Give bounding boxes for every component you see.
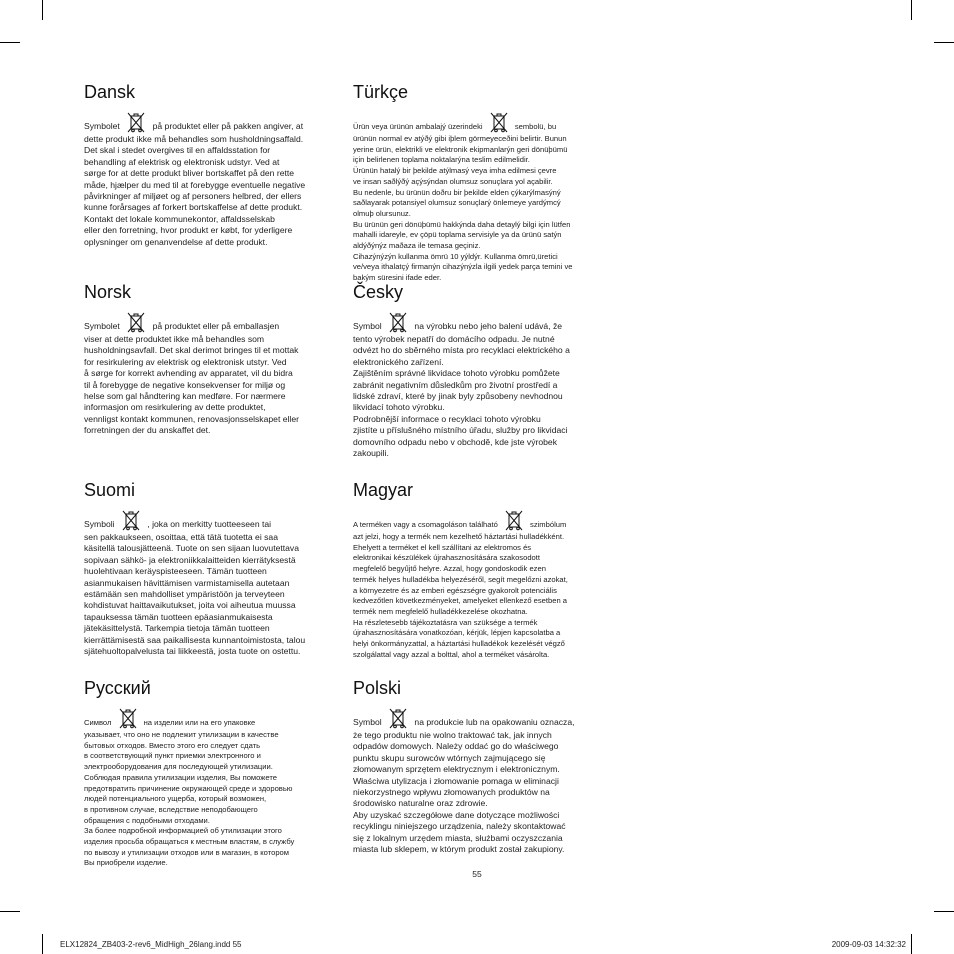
- text-line: için belirlenen toplama noktalarýna teslim edilmelidir.: [353, 155, 530, 165]
- text-line: ve/veya ithalatçý firmanýn cihazýnýzla ilgili yedek parça temini ve: [353, 262, 573, 272]
- crop-mark: [934, 42, 954, 43]
- crop-mark: [934, 911, 954, 912]
- text-line: behandling af elektrisk og elektronisk udstyr. Ved at: [84, 156, 280, 167]
- text-line: helse som gal håndtering kan medføre. For nærmere: [84, 391, 286, 402]
- text-line: estämään sen mahdolliset ympäristöön ja terveyteen: [84, 589, 285, 600]
- text-line: Właściwa utylizacja i złomowanie pomaga w eliminacji: [353, 775, 559, 786]
- text-line: zjistíte u příslušného místního úřadu, služby pro likvidaci: [353, 425, 568, 436]
- text-line: kohdistuvat haittavaikutukset, joita voi aiheutua muussa: [84, 600, 296, 611]
- crop-mark: [42, 934, 43, 954]
- text-fragment: Symbol: [353, 717, 385, 727]
- text-line: бытовых отходов. Вместо этого его следует сдать: [84, 740, 261, 750]
- section-body: [84, 706, 334, 869]
- section-turkce: [353, 82, 603, 284]
- text-line: Ha részletesebb tájékoztatásra van szüksége a termék: [353, 617, 538, 627]
- text-fragment: sembolü, bu: [512, 122, 557, 131]
- text-line: kunne forårsages af forkert bortskaffelse af dette produkt.: [84, 202, 303, 213]
- text-line: że tego produktu nie wolno traktować tak, jak innych: [353, 730, 552, 740]
- text-line: huolehtivaan keräyspisteeseen. Tämän tuotteen: [84, 566, 267, 577]
- text-line: domovního odpadu nebo v obchodě, kde jste výrobek: [353, 436, 558, 447]
- text-line: sen pakkaukseen, osoittaa, että tätä tuotetta ei saa: [84, 532, 278, 542]
- text-line: saðlayarak potansiyel olumsuz sonuçlarý önlemeye yardýmcý: [353, 198, 561, 208]
- crop-mark: [0, 42, 20, 43]
- text-fragment: på produktet eller på emballasjen: [150, 321, 280, 331]
- text-line: husholdningsavfall. Det skal derimot bringes til et mottak: [84, 345, 299, 356]
- text-line: forretningen der du anskaffet det.: [84, 425, 211, 436]
- text-fragment: na produkcie lub na opakowaniu oznacza,: [412, 717, 575, 727]
- page-number: 55: [472, 869, 482, 879]
- section-russian: [84, 678, 334, 869]
- text-line: dette produkt ikke må behandles som husholdningsaffald.: [84, 134, 304, 144]
- weee-bin-icon: [388, 310, 408, 334]
- text-line: się z lokalnym urzędem miasta, służbami oczyszczania: [353, 832, 563, 843]
- text-line: likvidací tohoto výrobku.: [353, 402, 445, 413]
- text-line: tapauksessa tämän tuotteen epäasianmukaisesta: [84, 611, 273, 622]
- text-fragment: Ürün veya ürünün ambalajý üzerindeki: [353, 122, 485, 131]
- section-body: [353, 310, 603, 459]
- text-fragment: , joka on merkitty tuotteeseen tai: [144, 519, 272, 529]
- text-line: miasta lub sklepem, w którym produkt został zakupiony.: [353, 844, 565, 855]
- text-line: Соблюдая правила утилизации изделия, Вы поможете: [84, 772, 277, 782]
- text-line: käsitellä talousjätteenä. Tuote on sen sijaan luovutettava: [84, 543, 299, 554]
- section-norsk: [84, 282, 334, 437]
- section-body: [84, 110, 334, 248]
- text-line: viser at dette produktet ikke må behandles som: [84, 334, 265, 344]
- text-line: å sørge for korrekt avhending av apparatet, vil du bidra: [84, 368, 293, 379]
- crop-mark: [911, 934, 912, 954]
- text-line: [353, 706, 603, 730]
- text-fragment: Символ: [84, 718, 114, 727]
- text-line: megfelelő begyűjtő helyre. Azzal, hogy gondoskodik ezen: [353, 564, 546, 574]
- crop-mark: [42, 0, 43, 20]
- weee-bin-icon: [126, 310, 146, 334]
- text-line: kedvezőtlen következményeket, amelyeket ellenkező esetben a: [353, 596, 568, 606]
- text-line: по вывозу и утилизации отходов или в магазин, в котором: [84, 847, 289, 857]
- text-line: [84, 310, 334, 334]
- text-line: termék nem megfelelő hulladékkezelése okozhatna.: [353, 606, 528, 616]
- section-title: Polski: [353, 678, 402, 698]
- section-title: Magyar: [353, 480, 414, 500]
- crop-mark: [0, 911, 20, 912]
- text-line: złomowanym sprzętem elektrycznym i elektronicznym.: [353, 764, 560, 775]
- text-line: olmuþ olursunuz.: [353, 208, 411, 218]
- text-line: ürünün normal ev atýðý gibi iþlem görmeyeceðini belirtir. Bunun: [353, 134, 567, 143]
- text-line: [353, 310, 603, 334]
- text-line: ve insan saðlýðý açýsýndan olumsuz sonuçlara yol açabilir.: [353, 176, 553, 186]
- text-line: Bu nedenle, bu ürünün doðru bir þekilde elden çýkarýlmasýný: [353, 187, 561, 197]
- text-line: Podrobnější informace o recyklaci tohoto výrobku: [353, 413, 541, 424]
- text-line: tento výrobek nepatří do domácího odpadu. Je nutné: [353, 334, 555, 344]
- crop-mark: [911, 0, 912, 20]
- section-body: [353, 706, 603, 855]
- section-dansk: [84, 82, 334, 248]
- section-title: Suomi: [84, 480, 136, 500]
- section-title: Norsk: [84, 282, 132, 302]
- text-line: Aby uzyskać szczegółowe dane dotyczące możliwości: [353, 809, 560, 820]
- text-fragment: на изделии или на его упаковке: [141, 718, 256, 727]
- section-title: Dansk: [84, 82, 136, 102]
- text-fragment: på produktet eller på pakken angiver, at: [150, 121, 304, 131]
- text-line: aldýðýnýz maðaza ile temasa geçiniz.: [353, 241, 481, 251]
- text-line: for resirkulering av elektrisk og elektronisk utstyr. Ved: [84, 356, 287, 367]
- text-line: zabránit negativním důsledkům pro životní prostředí a: [353, 379, 558, 390]
- text-line: Вы приобрели изделие.: [84, 858, 168, 868]
- text-line: sjätehuoltopalvelusta tai liikkeestä, josta tuote on ostettu.: [84, 646, 301, 657]
- weee-bin-icon: [489, 110, 509, 134]
- section-polski: [353, 678, 603, 855]
- section-body: [84, 508, 334, 657]
- text-fragment: Symbol: [353, 321, 385, 331]
- text-line: szolgálattal vagy azzal a bolttal, ahol a terméket vásárolta.: [353, 649, 550, 659]
- text-line: За более подробной информацией об утилизации этого: [84, 826, 282, 836]
- text-line: a környezetre és az emberi egészségre gyakorolt potenciális: [353, 585, 557, 595]
- text-line: til å forebygge de negative konsekvenser for miljø og: [84, 379, 286, 390]
- text-line: [353, 110, 603, 134]
- footer-timestamp: 2009-09-03 14:32:32: [831, 940, 906, 949]
- text-line: lidské zdraví, které by jinak byly způsobeny nevhodnou: [353, 391, 563, 402]
- text-line: kierrättämisestä saa paikallisesta kunnantoimistosta, talou: [84, 634, 306, 645]
- text-line: środowisko naturalne oraz zdrowie.: [353, 798, 488, 809]
- text-line: eller den forretning, hvor produkt er købt, for yderligere: [84, 225, 293, 236]
- text-line: Ürünün hatalý bir þekilde atýlmasý veya imha edilmesi çevre: [353, 166, 557, 176]
- text-line: recyklingu niniejszego urządzenia, należy skontaktować: [353, 821, 566, 832]
- text-line: helyi önkormányzattal, a háztartási hulladékok kezelését végző: [353, 639, 565, 649]
- text-line: újrahasznosítására vonatkozóan, kérjük, lépjen kapcsolatba a: [353, 628, 561, 638]
- text-line: jätekäsittelystä. Tarkempia tietoja tämän tuotteen: [84, 623, 270, 634]
- text-line: odpadów domowych. Należy oddać go do właściwego: [353, 741, 559, 752]
- text-line: в соответствующий пункт приемки электронного и: [84, 751, 261, 761]
- section-suomi: [84, 480, 334, 657]
- text-line: elektronického zařízení.: [353, 356, 444, 367]
- weee-bin-icon: [126, 110, 146, 134]
- text-line: людей потенциального ущерба, который возможен,: [84, 794, 267, 804]
- text-line: [353, 508, 603, 532]
- section-body: [84, 310, 334, 437]
- section-title: Türkçe: [353, 82, 409, 102]
- text-line: odvézt ho do sběrného místa pro recyklaci elektrického a: [353, 345, 570, 356]
- text-line: måde, hjælper du med til at forebygge eventuelle negative: [84, 179, 306, 190]
- text-fragment: Symbolet: [84, 121, 123, 131]
- text-fragment: A terméken vagy a csomagoláson található: [353, 520, 500, 529]
- text-line: Bu ürünün geri dönüþümü hakkýnda daha detaylý bilgi için lütfen: [353, 219, 571, 229]
- text-fragment: szimbólum: [527, 520, 567, 529]
- text-line: mahalli idareyle, ev çöpü toplama servisiyle ya da ürünü satýn: [353, 230, 562, 240]
- text-line: Cihazýnýzýn kullanma ömrü 10 yýldýr. Kullanma ömrü,üretici: [353, 251, 558, 261]
- weee-bin-icon: [118, 706, 138, 730]
- text-line: oplysninger om genanvendelse af dette produkt.: [84, 236, 268, 247]
- text-line: электрооборудования для последующей утилизации.: [84, 762, 273, 772]
- text-fragment: Symbolet: [84, 321, 123, 331]
- text-line: elektronikai készülékek újrahasznosítására szakosodott: [353, 553, 540, 563]
- text-line: termék helyes hulladékba helyezéséről, segít megelőzni azokat,: [353, 574, 568, 584]
- section-title: Česky: [353, 282, 404, 302]
- footer-file-info: ELX12824_ZB403-2-rev6_MidHigh_26lang.indd 55: [60, 940, 242, 949]
- text-line: informasjon om resirkulering av dette produktet,: [84, 402, 266, 413]
- text-line: предотвратить причинение окружающей среде и здоровью: [84, 783, 293, 793]
- text-line: sørge for at dette produkt bliver bortskaffet på den rette: [84, 168, 295, 179]
- text-line: в противном случае, вследствие неподобающего: [84, 804, 258, 814]
- section-title: Русский: [84, 678, 151, 698]
- section-cesky: [353, 282, 603, 459]
- text-line: yerine ürün, elektrikli ve elektronik ekipmanlarýn geri dönüþümü: [353, 144, 568, 154]
- text-line: bakým süresini ifade eder.: [353, 273, 442, 283]
- text-fragment: na výrobku nebo jeho balení udává, že: [412, 321, 563, 331]
- text-line: Ehelyett a terméket el kell szállítani az elektromos és: [353, 542, 532, 552]
- weee-bin-icon: [388, 706, 408, 730]
- text-line: punktu skupu surowców wtórnych zajmującego się: [353, 752, 546, 763]
- text-line: Zajištěním správné likvidace tohoto výrobku pomůžete: [353, 368, 560, 379]
- text-line: [84, 508, 334, 532]
- section-body: [353, 508, 603, 660]
- text-line: zakoupili.: [353, 448, 389, 459]
- text-line: Kontakt det lokale kommunekontor, affaldsselskab: [84, 213, 275, 224]
- text-line: asianmukaisen hävittämisen varmistamisella autetaan: [84, 577, 290, 588]
- text-line: vennligst kontakt kommunen, renovasjonsselskapet eller: [84, 413, 299, 424]
- text-line: [84, 706, 334, 730]
- text-line: указывает, что оно не подлежит утилизации в качестве: [84, 730, 279, 739]
- weee-bin-icon: [504, 508, 524, 532]
- text-line: изделия просьба обращаться к местным властям, в службу: [84, 837, 295, 847]
- text-fragment: Symboli: [84, 519, 117, 529]
- text-line: niekorzystnego wpływu złomowanych produktów na: [353, 787, 550, 798]
- text-line: обращения с подобными отходами.: [84, 815, 210, 825]
- text-line: [84, 110, 334, 134]
- weee-bin-icon: [121, 508, 141, 532]
- text-line: påvirkninger af miljøet og af personers helbred, der ellers: [84, 191, 302, 202]
- text-line: Det skal i stedet overgives til en affaldsstation for: [84, 145, 271, 156]
- text-line: sopivaan sähkö- ja elektroniikkalaitteiden kierrätyksestä: [84, 554, 296, 565]
- section-body: [353, 110, 603, 284]
- text-line: azt jelzi, hogy a termék nem kezelhető háztartási hulladékként.: [353, 532, 565, 541]
- section-magyar: [353, 480, 603, 660]
